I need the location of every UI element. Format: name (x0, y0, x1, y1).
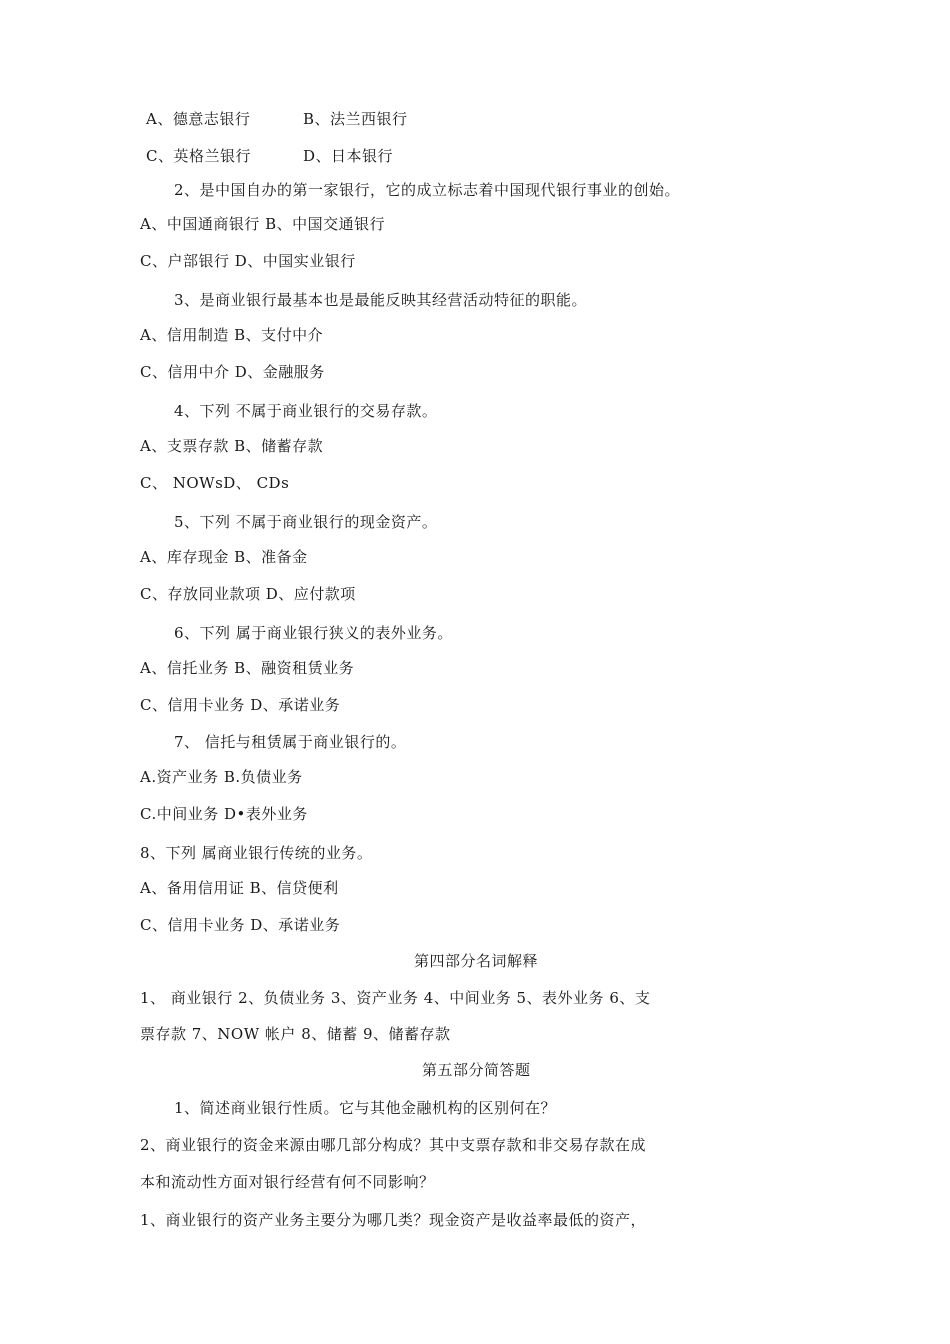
q5-options-ab: A、库存现金 B、准备金 (140, 548, 308, 566)
q3-options-cd: C、信用中介 D、金融服务 (140, 363, 325, 381)
part5-question-3-line1: 1、商业银行的资产业务主要分为哪几类？现金资产是收益率最低的资产， (140, 1211, 647, 1229)
q4-stem: 4、下列 不属于商业银行的交易存款。 (174, 402, 438, 420)
q1-option-a: A、德意志银行 (146, 110, 251, 128)
part4-terms-line2: 票存款 7、NOW 帐户 8、储蓄 9、储蓄存款 (140, 1025, 451, 1043)
q6-options-cd: C、信用卡业务 D、承诺业务 (140, 696, 341, 714)
q3-stem: 3、是商业银行最基本也是最能反映其经营活动特征的职能。 (174, 291, 588, 309)
part5-question-2-line2: 本和流动性方面对银行经营有何不同影响？ (140, 1173, 435, 1191)
q5-stem: 5、下列 不属于商业银行的现金资产。 (174, 513, 438, 531)
q7-options-cd: C.中间业务 D•表外业务 (140, 805, 308, 823)
q1-option-d: D、日本银行 (303, 147, 394, 165)
q7-stem: 7、 信托与租赁属于商业银行的。 (174, 733, 407, 751)
part5-title: 第五部分简答题 (422, 1061, 531, 1079)
q2-options-cd: C、户部银行 D、中国实业银行 (140, 252, 356, 270)
q8-options-ab: A、备用信用证 B、信贷便利 (140, 879, 339, 897)
part5-question-2-line1: 2、商业银行的资金来源由哪几部分构成？其中支票存款和非交易存款在成 (140, 1136, 647, 1154)
q1-option-b: B、法兰西银行 (303, 110, 408, 128)
q6-options-ab: A、信托业务 B、融资租赁业务 (140, 659, 355, 677)
q1-option-c: C、英格兰银行 (146, 147, 251, 165)
q4-options-cd: C、 NOWsD、 CDs (140, 474, 290, 492)
q6-stem: 6、下列 属于商业银行狭义的表外业务。 (174, 624, 453, 642)
q5-options-cd: C、存放同业款项 D、应付款项 (140, 585, 356, 603)
part4-title: 第四部分名词解释 (414, 952, 539, 970)
part5-question-1: 1、简述商业银行性质。它与其他金融机构的区别何在？ (174, 1099, 557, 1117)
q7-options-ab: A.资产业务 B.负债业务 (140, 768, 303, 786)
q8-options-cd: C、信用卡业务 D、承诺业务 (140, 916, 341, 934)
q2-stem: 2、是中国自办的第一家银行，它的成立标志着中国现代银行事业的创始。 (174, 181, 681, 199)
q4-options-ab: A、支票存款 B、储蓄存款 (140, 437, 324, 455)
q2-options-ab: A、中国通商银行 B、中国交通银行 (140, 215, 386, 233)
q3-options-ab: A、信用制造 B、支付中介 (140, 326, 324, 344)
part4-terms-line1: 1、 商业银行 2、负债业务 3、资产业务 4、中间业务 5、表外业务 6、支 (140, 989, 651, 1007)
q8-stem: 8、下列 属商业银行传统的业务。 (140, 844, 373, 862)
